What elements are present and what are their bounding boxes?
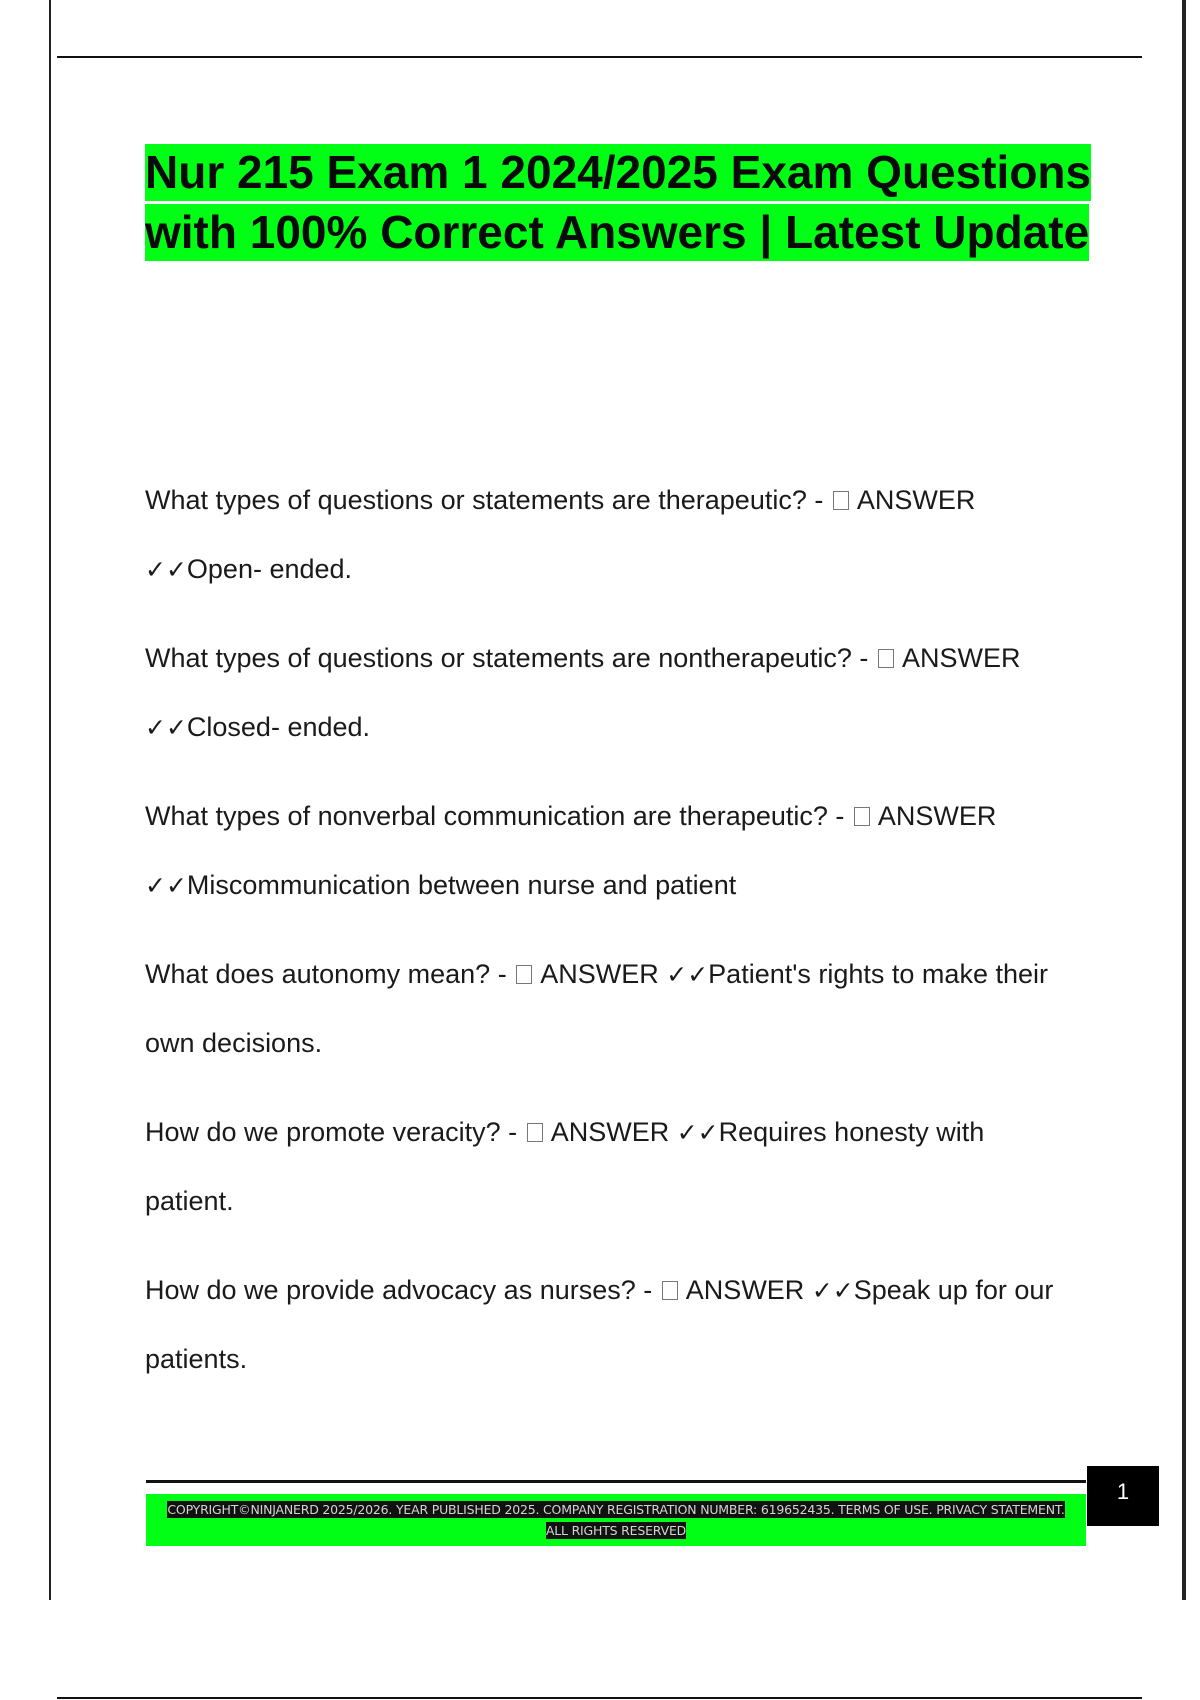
answer-marker: ANSWER — [550, 1117, 670, 1147]
double-check-icon: ✓✓ — [811, 1276, 854, 1305]
question-text: What does autonomy mean? - — [145, 959, 507, 989]
question-list — [145, 466, 1080, 1414]
qa-item — [145, 940, 1080, 1078]
copyright-notice — [166, 1499, 1066, 1541]
double-check-icon: ✓✓ — [145, 713, 187, 742]
copyright-bar — [146, 1494, 1086, 1546]
answer-marker: ANSWER — [685, 1275, 805, 1305]
qa-item — [145, 466, 1080, 604]
answer-text: Miscommunication between nurse and patient — [186, 870, 737, 900]
qa-item — [145, 624, 1080, 762]
missing-glyph-box-icon — [833, 491, 849, 510]
double-check-icon: ✓✓ — [145, 555, 187, 584]
double-check-icon: ✓✓ — [676, 1118, 719, 1147]
answer-text: Patient's rights to make their own decisions. — [145, 959, 1048, 1058]
copyright-text: COPYRIGHT©NINJANERD 2025/2026. YEAR PUBLISHED 2025. COMPANY REGISTRATION NUMBER: 619652435. TERMS OF USE. PRIVACY STATEMENT. ALL RIGHTS RESERVED — [167, 1502, 1065, 1538]
qa-item — [145, 782, 1080, 920]
missing-glyph-box-icon — [662, 1281, 678, 1300]
footer-rule — [146, 1480, 1086, 1483]
missing-glyph-box-icon — [854, 807, 870, 826]
qa-item — [145, 1098, 1080, 1236]
answer-text: Speak up for our patients. — [145, 1275, 1054, 1374]
missing-glyph-box-icon — [527, 1123, 543, 1142]
page-left-border — [49, 0, 51, 1600]
answer-text: Requires honesty with patient. — [145, 1117, 985, 1216]
next-page-header-rule — [57, 1697, 1142, 1699]
answer-marker: ANSWER — [540, 959, 659, 989]
answer-text: Closed- ended. — [186, 712, 371, 742]
document-title-text: Nur 215 Exam 1 2024/2025 Exam Questions with 100% Correct Answers | Latest Update — [145, 144, 1091, 261]
question-text: What types of questions or statements are nontherapeutic? - — [145, 643, 869, 673]
document-title — [145, 142, 1105, 262]
answer-text: Open- ended. — [186, 554, 353, 584]
page-right-border — [1182, 0, 1186, 1600]
answer-marker: ANSWER — [901, 643, 1021, 673]
answer-marker: ANSWER — [877, 801, 997, 831]
header-rule — [57, 56, 1142, 58]
question-text: How do we promote veracity? - — [145, 1117, 518, 1147]
question-text: What types of questions or statements are therapeutic? - — [145, 485, 824, 515]
missing-glyph-box-icon — [516, 965, 532, 984]
double-check-icon: ✓✓ — [145, 871, 187, 900]
page-number: 1 — [1087, 1466, 1159, 1526]
question-text: How do we provide advocacy as nurses? - — [145, 1275, 653, 1305]
answer-marker: ANSWER — [856, 485, 976, 515]
double-check-icon: ✓✓ — [666, 960, 709, 989]
question-text: What types of nonverbal communication are therapeutic? - — [145, 801, 845, 831]
missing-glyph-box-icon — [878, 649, 894, 668]
qa-item — [145, 1256, 1080, 1394]
